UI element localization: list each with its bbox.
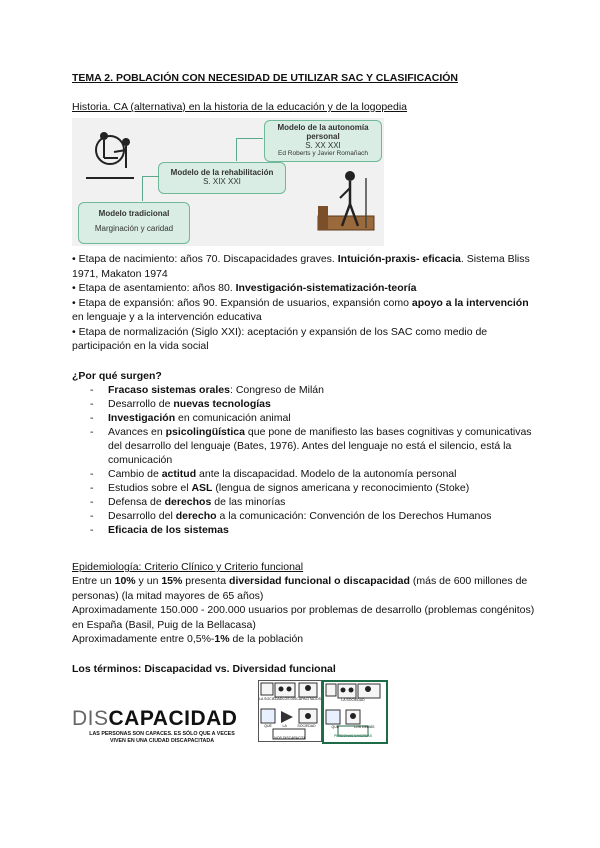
list-item: - Defensa de derechos de las minorías (90, 495, 540, 509)
list-item: - Estudios sobre el ASL (lengua de signos americana y reconocimiento (Stoke) (90, 481, 540, 495)
list-item: - Fracaso sistemas orales: Congreso de Milán (90, 383, 540, 397)
etapa-4: • Etapa de normalización (Siglo XXI): aceptación y expansión de los SAC como medio de participación en la vida social (72, 325, 488, 352)
diagram-box-autonomy (264, 120, 382, 162)
epidemiologia-heading: Epidemiología: Criterio Clínico y Criterio funcional (72, 561, 304, 573)
pictogram-panel-right (322, 680, 388, 744)
epi-line-1: Entre un 10% y un 15% presenta diversidad funcional o discapacidad (más de 600 millones de personas) (la mitad mayores de 65 años) (72, 575, 528, 602)
box3-authors: Ed Roberts y Javier Romañach (278, 150, 368, 157)
pictos-right-row2: QUE LOS DEMÁS (331, 725, 375, 729)
pictos-right-row3: PERSONAS DIVERSAS (333, 734, 373, 738)
box2-sub: S. XIX XXI (203, 177, 241, 186)
diagram-box-traditional (78, 202, 190, 244)
arrow-1 (142, 176, 159, 201)
discapacidad-word: DISCAPACIDAD (72, 707, 238, 730)
box1-sub: Marginación y caridad (94, 224, 174, 233)
pictos-right-row1: LA SOCIEDAD (341, 698, 365, 702)
box2-title: Modelo de la rehabilitación (170, 168, 274, 177)
porque-heading: ¿Por qué surgen? (72, 370, 162, 382)
list-item: - Desarrollo del derecho a la comunicación: Convención de los Derechos Humanos (90, 509, 540, 523)
history-diagram (72, 118, 384, 246)
box1-title: Modelo tradicional (98, 209, 170, 218)
etapa-1: • Etapa de nacimiento: años 70. Discapacidades graves. Intuición-praxis- eficacia. Sistema Bliss 1971, Makaton 1974 (72, 253, 530, 280)
epi-line-3: Aproximadamente entre 0,5%-1% de la población (72, 633, 304, 645)
porque-list (90, 383, 540, 537)
box3-title: Modelo de la autonomía personal (277, 123, 369, 141)
historia-heading: Historia. CA (alternativa) en la historia de la educación y de la logopedia (72, 101, 408, 113)
etapa-2: • Etapa de asentamiento: años 80. Investigación-sistematización-teoría (72, 282, 417, 294)
list-item: - Investigación en comunicación animal (90, 411, 540, 425)
epi-line-2: Aproximadamente 150.000 - 200.000 usuarios por problemas de desarrollo (problemas congénitos) en España (Basil, Puig de la Bellacasa) (72, 604, 535, 631)
diagram-box-rehabilitation (158, 162, 286, 194)
pictos-left-row2: QUE LA SOCIEDAD (264, 724, 316, 728)
epidemiologia-block (72, 574, 542, 647)
figure-person-walking-icon (314, 168, 380, 242)
list-item: - Eficacia de los sistemas (90, 523, 540, 537)
pictogram-people-icon (259, 681, 321, 741)
list-item: - Avances en psicolingüística que pone de manifiesto las bases cognitivas y comunicativas del desarrollo del lenguaje (Bates, 1976). Antes del lenguaje no está el silencio, está la comunicación (90, 425, 540, 467)
discapacidad-image (72, 708, 252, 744)
list-item: - Desarrollo de nuevas tecnologías (90, 397, 540, 411)
pictos-left-row1: LA SOCIEDAD LOS DISCAPACITADOS (259, 697, 321, 701)
box3-sub: S. XX XXI (305, 141, 341, 150)
etapas-block (72, 252, 532, 354)
pictogram-diverse-people-icon (324, 682, 382, 738)
terminos-heading: Los términos: Discapacidad vs. Diversidad funcional (72, 663, 336, 675)
pictogram-panel-left (258, 680, 322, 742)
figure-wheelchair-icon (80, 128, 140, 198)
discapacidad-tagline: LAS PERSONAS SON CAPACES. ES SÓLO QUE A VECES VIVEN EN UNA CIUDAD DISCAPACITADA (89, 731, 235, 744)
arrow-2 (236, 138, 263, 161)
etapa-3: • Etapa de expansión: años 90. Expansión de usuarios, expansión como apoyo a la intervención en lenguaje y a la intervención educativa (72, 296, 529, 323)
page-title: TEMA 2. POBLACIÓN CON NECESIDAD DE UTILIZAR SAC Y CLASIFICACIÓN (72, 72, 458, 84)
list-item: - Cambio de actitud ante la discapacidad. Modelo de la autonomía personal (90, 467, 540, 481)
pictos-left-row3: NOS DISCAPACITA (274, 736, 306, 740)
